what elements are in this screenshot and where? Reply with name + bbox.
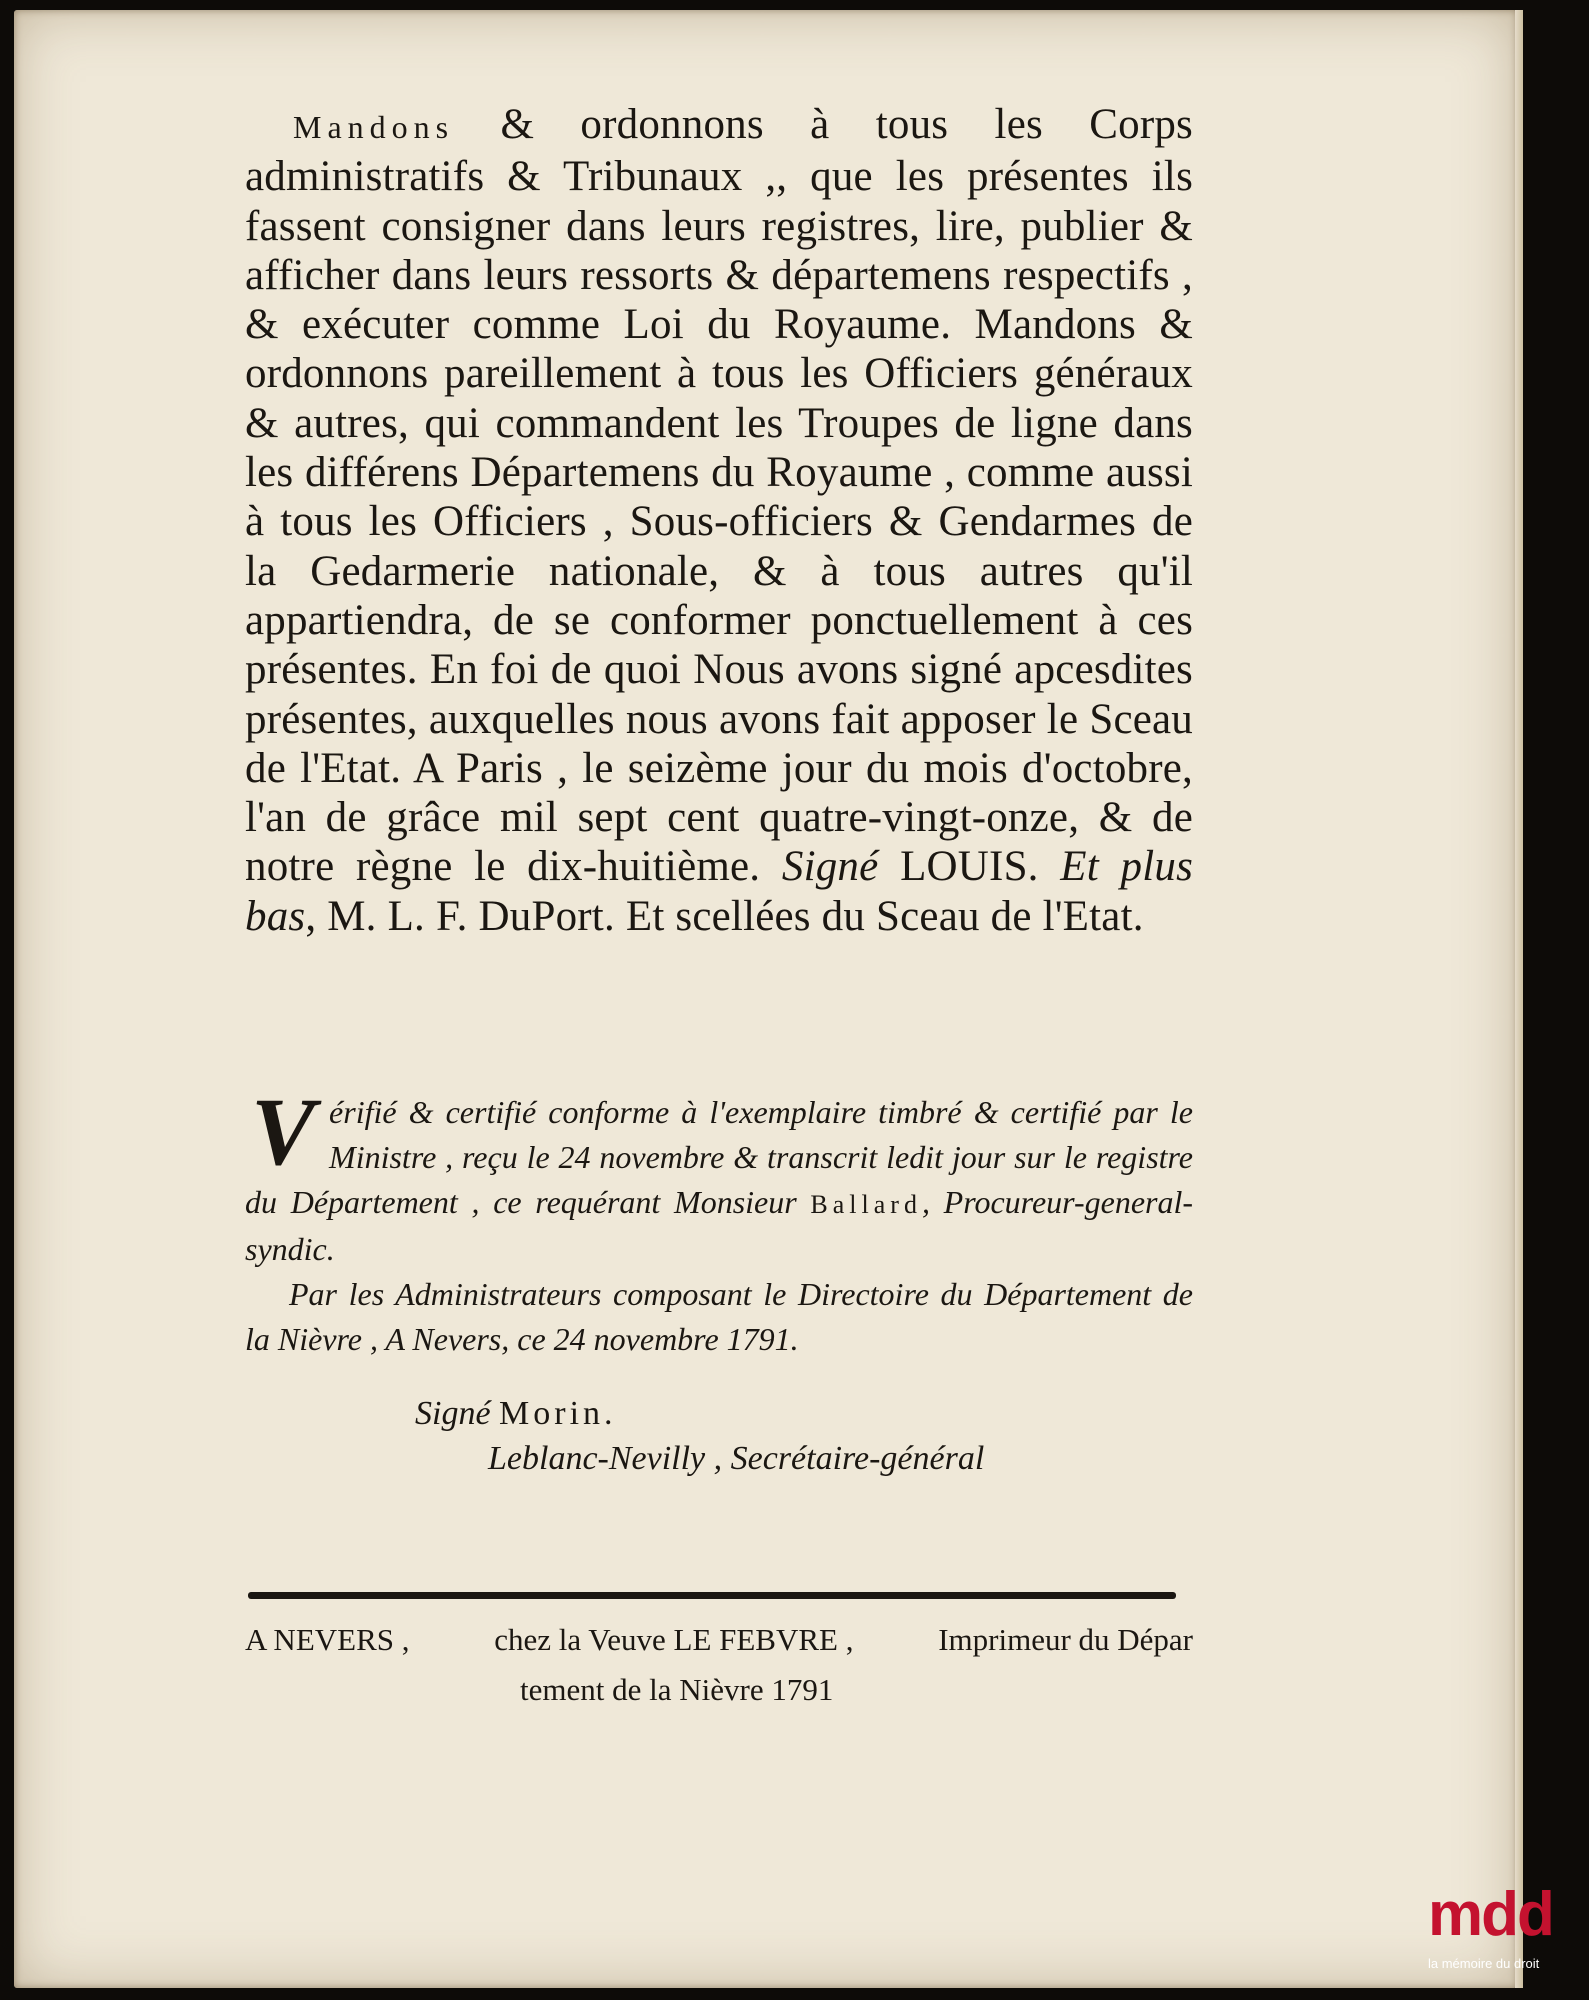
signature-morin <box>415 1395 617 1433</box>
printer-imprint <box>245 1615 1195 1715</box>
imprint-printer: chez la Veuve LE FEBVRE , <box>494 1622 854 1657</box>
logo-letters: mdd <box>1428 1880 1553 1949</box>
directoire-paragraph: Par les Administrateurs composant le Directoire du Département de la Nièvre , A Nevers, ce 24 novembre 1791. <box>245 1276 1193 1357</box>
plus-bas-label: Et plus bas <box>245 843 1194 940</box>
imprint-role: Imprimeur du Dépar <box>938 1622 1193 1657</box>
verification-text: érifié & certifié conforme à l'exemplaire timbré & certifié par le Ministre , reçu le 24 novembre & transcrit ledit jour sur le registre du Département , ce requérant Monsieur <box>245 1094 1193 1220</box>
imprint-line-2: tement de la Nièvre 1791 <box>520 1672 834 1707</box>
mdd-logo <box>1428 1880 1588 2000</box>
verification-block <box>245 1078 1194 1362</box>
signe-label: Signé <box>781 843 879 891</box>
drop-cap: V <box>251 1078 316 1185</box>
king-signature: LOUIS. <box>900 843 1039 891</box>
opening-word: Mandons <box>293 109 455 145</box>
morin-name: Morin. <box>499 1395 617 1432</box>
signature-leblanc: Leblanc-Nevilly , Secrétaire-général <box>488 1440 985 1477</box>
morin-label: Signé <box>415 1395 491 1432</box>
main-body-text: & ordonnons à tous les Corps administratifs & Tribunaux ,, que les présentes ils fassent consigner dans leurs registres, lire, publier & afficher dans leurs ressorts & départemens respectifs , & exécuter comme Loi du Royaume. Mandons & ordonnons pareillement à tous les Officiers généraux & autres, qui commandent les Troupes de ligne dans les différens Départemens du Royaume , comme aussi à tous les Officiers , Sous-officiers & Gendarmes de la Gedarmerie nationale, & à tous autres qu'il appartiendra, de se conformer ponctuellement à ces présentes. En foi de quoi Nous avons signé apcesdites présentes, auxquelles nous avons fait apposer le Sceau de l'Etat. A Paris , le seizème jour du mois d'octobre, l'an de grâce mil sept cent quatre-vingt-onze, & de notre règne le dix-huitième. <box>245 101 1193 891</box>
logo-tagline: la mémoire du droit <box>1428 1956 1540 1971</box>
procureur-title: , Procureur-general-syndic. <box>245 1184 1194 1267</box>
separator-rule <box>248 1592 1176 1599</box>
countersignature: , M. L. F. DuPort. <box>305 892 615 940</box>
seal-sentence: Et scellées du Sceau de l'Etat. <box>625 892 1144 940</box>
procureur-name: Ballard <box>810 1190 922 1219</box>
paper-edge <box>1515 10 1523 1988</box>
main-paragraph <box>245 100 1193 941</box>
imprint-city: A NEVERS , <box>245 1622 410 1657</box>
